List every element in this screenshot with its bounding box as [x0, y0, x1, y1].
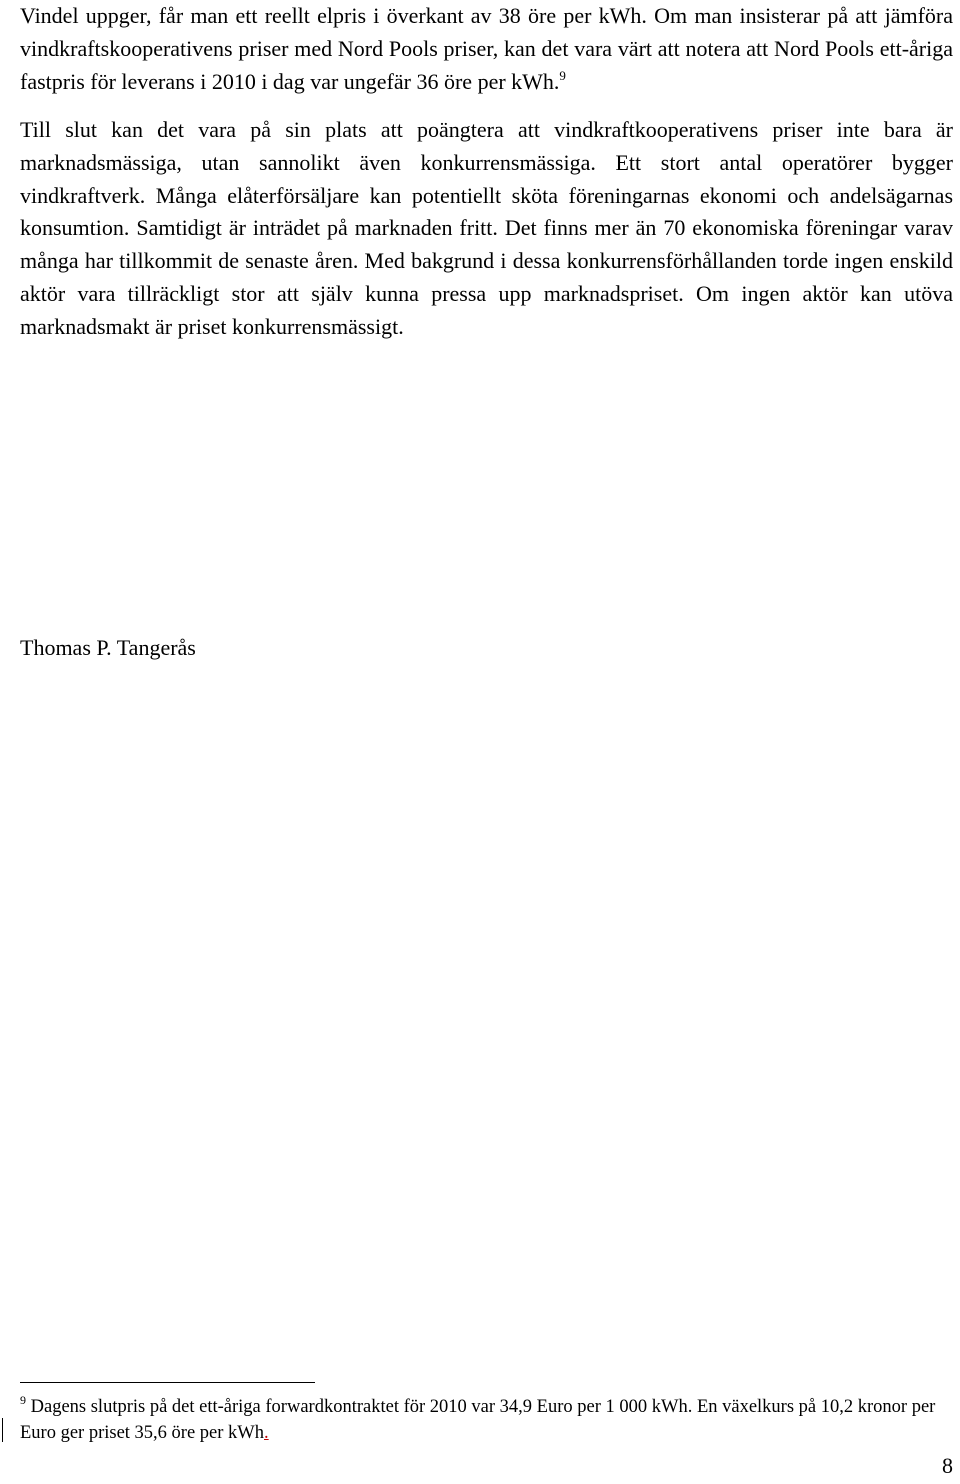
paragraph-1-text: Vindel uppger, får man ett reellt elpris i överkant av 38 öre per kWh. Om man insisterar på att jämföra vindkraftskooperativens priser med Nord Pools priser, kan det vara värt att notera att Nord Pools ett-åriga fastpris för leverans i 2010 i dag var ungefär 36 öre per kWh. — [20, 3, 953, 94]
footnote — [20, 1394, 953, 1446]
footnote-number: 9 — [20, 1393, 26, 1407]
body-paragraph-2: Till slut kan det vara på sin plats att poängtera att vindkraftkooperativens priser inte bara är marknadsmässiga, utan sannolikt även konkurrensmässiga. Ett stort antal operatörer bygger vindkraftverk. Många elåterförsäljare kan potentiellt sköta föreningarnas ekonomi och andelsägarnas konsumtion. Samtidigt är inträdet på marknaden fritt. Det finns mer än 70 ekonomiska föreningar varav många har tillkommit de senaste åren. Med bakgrund i dessa konkurrensförhållanden torde ingen enskild aktör vara tillräckligt stor att själv kunna pressa upp marknadspriset. Om ingen aktör kan utöva marknadsmakt är priset konkurrensmässigt. — [20, 117, 953, 339]
body-paragraph-1 — [20, 0, 953, 98]
footnote-trailing-period: . — [264, 1423, 269, 1443]
footnote-separator — [20, 1382, 315, 1383]
page-number: 8 — [942, 1453, 953, 1478]
footnote-reference[interactable]: 9 — [559, 67, 566, 83]
footnote-text: Dagens slutpris på det ett-åriga forwardkontraktet för 2010 var 34,9 Euro per 1 000 kWh. En växelkurs på 10,2 kronor per Euro ger priset 35,6 öre per kWh — [20, 1397, 936, 1443]
author-signature: Thomas P. Tangerås — [20, 635, 196, 660]
change-bar — [2, 1418, 3, 1442]
